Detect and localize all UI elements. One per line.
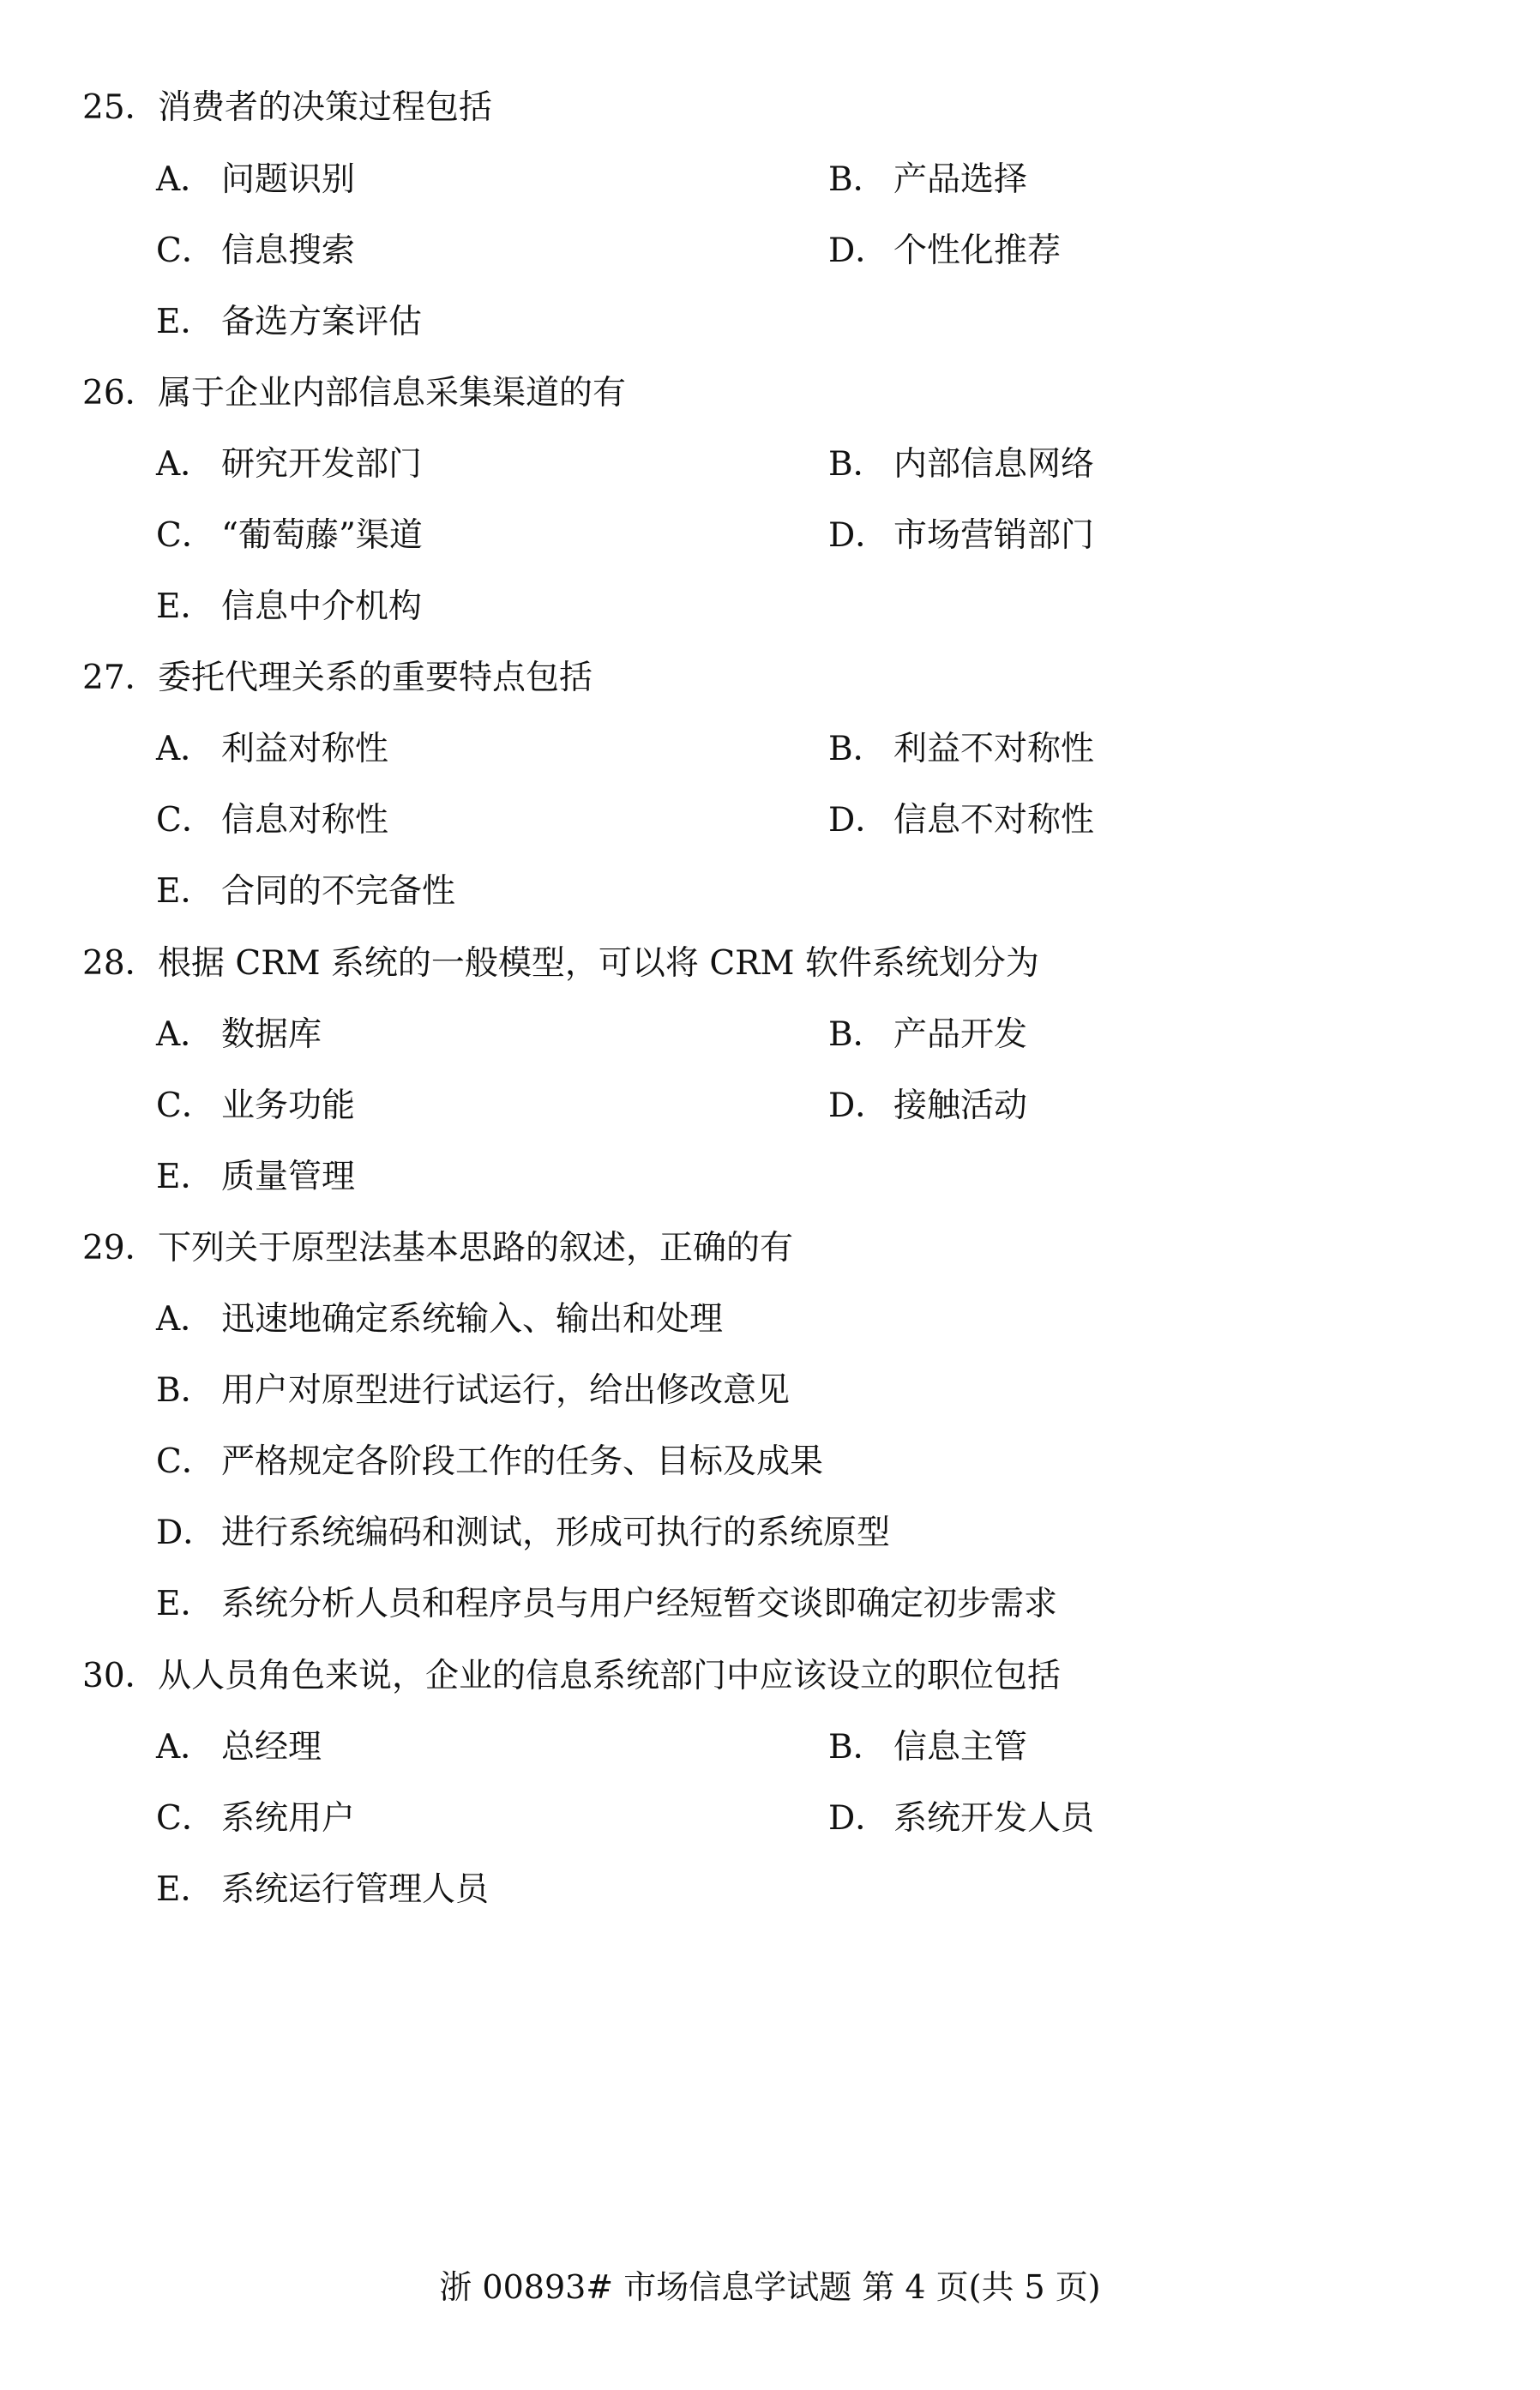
- question-28-option-e: [156, 1157, 355, 1198]
- question-26-option-a: [156, 444, 422, 485]
- question-29-option-b: [156, 1370, 790, 1412]
- question-29-option-e: [156, 1584, 1057, 1625]
- question-29-option-a: [156, 1299, 723, 1340]
- option-letter: D．: [828, 1799, 889, 1838]
- question-28-option-d: [828, 1086, 1027, 1127]
- option-letter: D．: [828, 801, 889, 840]
- option-letter: A．: [156, 160, 214, 199]
- question-30-option-a: [156, 1727, 322, 1768]
- question-text: 属于企业内部信息采集渠道的有: [158, 374, 627, 412]
- question-25-option-a: [156, 160, 355, 201]
- option-text: 数据库: [221, 1015, 322, 1054]
- option-text: 研究开发部门: [221, 445, 423, 484]
- option-letter: D．: [828, 1087, 889, 1125]
- question-text: 根据 CRM 系统的一般模型，可以将 CRM 软件系统划分为: [158, 944, 1039, 983]
- option-text: 个性化推荐: [893, 232, 1062, 270]
- question-number: 29．: [82, 1229, 159, 1267]
- option-letter: A．: [156, 445, 214, 484]
- option-letter: C．: [156, 516, 215, 555]
- option-letter: E．: [156, 303, 214, 341]
- option-text: 系统运行管理人员: [221, 1870, 490, 1909]
- question-text: 消费者的决策过程包括: [158, 88, 493, 127]
- question-29-stem: [82, 1228, 1454, 1269]
- question-29-option-d: [156, 1513, 890, 1554]
- option-letter: B．: [828, 445, 887, 484]
- option-letter: A．: [156, 1728, 214, 1767]
- option-letter: A．: [156, 1015, 214, 1054]
- question-25-option-c: [156, 231, 355, 272]
- question-27-option-a: [156, 729, 388, 770]
- option-text: 内部信息网络: [893, 445, 1095, 484]
- question-27-stem: [82, 658, 1454, 699]
- option-text: 严格规定各阶段工作的任务、目标及成果: [221, 1442, 824, 1481]
- option-letter: B．: [828, 1015, 887, 1054]
- option-text: 备选方案评估: [221, 303, 423, 341]
- page-footer: 浙 00893# 市场信息学试题 第 4 页(共 5 页): [439, 2268, 1101, 2306]
- question-number: 27．: [82, 659, 159, 697]
- option-letter: C．: [156, 1087, 215, 1125]
- option-text: 信息中介机构: [221, 587, 423, 626]
- question-30-stem: [82, 1656, 1454, 1697]
- option-text: 信息不对称性: [893, 801, 1095, 840]
- option-text: 产品选择: [893, 160, 1028, 199]
- option-letter: B．: [828, 1728, 887, 1767]
- question-25-option-b: [828, 160, 1027, 201]
- question-25-option-e: [156, 302, 422, 343]
- option-text: 信息主管: [893, 1728, 1028, 1767]
- option-text: 利益不对称性: [893, 730, 1095, 768]
- option-letter: C．: [156, 1799, 215, 1838]
- question-number: 25．: [82, 88, 159, 127]
- question-26-option-c: [156, 515, 423, 557]
- question-27-option-e: [156, 871, 455, 912]
- question-number: 30．: [82, 1657, 159, 1695]
- question-26-stem: [82, 373, 1454, 414]
- option-text: 系统开发人员: [893, 1799, 1095, 1838]
- option-letter: D．: [828, 516, 889, 555]
- option-letter: A．: [156, 730, 214, 768]
- question-text: 委托代理关系的重要特点包括: [158, 659, 593, 697]
- option-text: 信息对称性: [221, 801, 389, 840]
- option-text: 产品开发: [893, 1015, 1028, 1054]
- question-30-option-d: [828, 1798, 1094, 1839]
- question-30-option-b: [828, 1727, 1027, 1768]
- question-26-option-e: [156, 587, 422, 628]
- option-text: 用户对原型进行试运行，给出修改意见: [221, 1371, 791, 1410]
- question-28-option-a: [156, 1014, 322, 1056]
- question-30-option-c: [156, 1798, 355, 1839]
- question-27-option-c: [156, 800, 388, 841]
- option-letter: C．: [156, 801, 215, 840]
- question-number: 26．: [82, 374, 159, 412]
- option-text: 问题识别: [221, 160, 356, 199]
- option-letter: B．: [828, 730, 887, 768]
- option-text: 信息搜索: [221, 232, 356, 270]
- option-text: 接触活动: [893, 1087, 1028, 1125]
- option-text: 进行系统编码和测试，形成可执行的系统原型: [221, 1514, 891, 1552]
- question-27-option-d: [828, 800, 1094, 841]
- option-letter: E．: [156, 587, 214, 626]
- option-text: 合同的不完备性: [221, 872, 456, 911]
- option-letter: B．: [156, 1371, 214, 1410]
- question-29-option-c: [156, 1442, 823, 1483]
- option-letter: D．: [828, 232, 889, 270]
- question-26-option-d: [828, 515, 1094, 557]
- question-27-option-b: [828, 729, 1094, 770]
- option-letter: E．: [156, 1585, 214, 1623]
- option-letter: B．: [828, 160, 887, 199]
- option-letter: E．: [156, 1158, 214, 1196]
- question-25-option-d: [828, 231, 1061, 272]
- question-25-stem: [82, 87, 1454, 129]
- question-28-stem: [82, 943, 1454, 984]
- question-28-option-c: [156, 1086, 355, 1127]
- option-letter: E．: [156, 872, 214, 911]
- option-text: 迅速地确定系统输入、输出和处理: [221, 1300, 724, 1339]
- option-letter: C．: [156, 232, 215, 270]
- option-letter: A．: [156, 1300, 214, 1339]
- question-number: 28．: [82, 944, 159, 983]
- option-text: 市场营销部门: [893, 516, 1095, 555]
- option-text: “葡萄藤”渠道: [221, 516, 423, 555]
- option-text: 质量管理: [221, 1158, 356, 1196]
- question-text: 从人员角色来说，企业的信息系统部门中应该设立的职位包括: [158, 1657, 1062, 1695]
- question-28-option-b: [828, 1014, 1027, 1056]
- option-text: 总经理: [221, 1728, 322, 1767]
- question-30-option-e: [156, 1869, 489, 1911]
- question-text: 下列关于原型法基本思路的叙述，正确的有: [158, 1229, 794, 1267]
- question-26-option-b: [828, 444, 1094, 485]
- option-letter: E．: [156, 1870, 214, 1909]
- option-text: 利益对称性: [221, 730, 389, 768]
- option-text: 业务功能: [221, 1087, 356, 1125]
- option-letter: D．: [156, 1514, 217, 1552]
- option-letter: C．: [156, 1442, 215, 1481]
- option-text: 系统分析人员和程序员与用户经短暂交谈即确定初步需求: [221, 1585, 1058, 1623]
- option-text: 系统用户: [221, 1799, 356, 1838]
